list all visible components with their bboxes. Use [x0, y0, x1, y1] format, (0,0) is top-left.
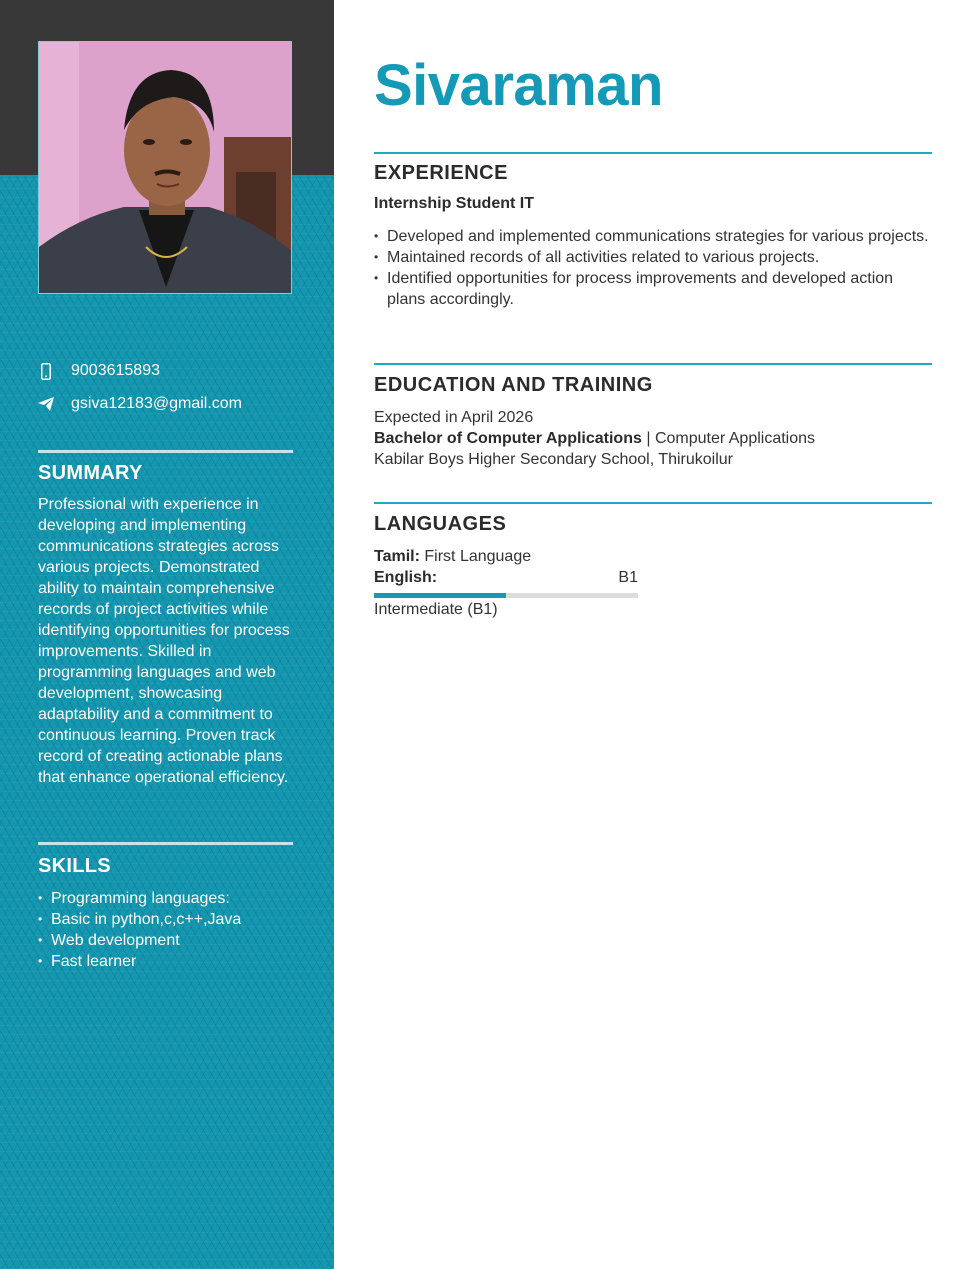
section-divider	[374, 363, 932, 365]
skill-item: • Basic in python,c,c++,Java	[38, 909, 308, 930]
education-date: Expected in April 2026	[374, 409, 534, 426]
candidate-name: Sivaraman	[374, 53, 663, 118]
language-proficiency-bar	[374, 593, 638, 598]
experience-heading: EXPERIENCE	[374, 162, 508, 184]
section-divider	[374, 152, 932, 154]
experience-bullet: • Maintained records of all activities related to various projects.	[374, 247, 932, 268]
language-english	[374, 567, 638, 588]
language-tamil	[374, 546, 531, 567]
language-value: First Language	[424, 548, 532, 565]
sidebar-divider	[38, 842, 293, 845]
language-label: Tamil:	[374, 548, 420, 565]
languages-heading: LANGUAGES	[374, 513, 507, 535]
summary-heading: SUMMARY	[38, 462, 143, 484]
profile-photo	[38, 41, 292, 294]
degree-field: Computer Applications	[654, 430, 816, 447]
paper-plane-icon	[38, 395, 54, 413]
mobile-phone-icon	[38, 362, 54, 380]
language-description: Intermediate (B1)	[374, 601, 498, 618]
skill-item: • Web development	[38, 930, 308, 951]
language-level: B1	[618, 569, 638, 586]
school-name: Kabilar Boys Higher Secondary School, Thirukoilur	[374, 451, 733, 468]
experience-bullet: • Developed and implemented communications strategies for various projects.	[374, 226, 932, 247]
skills-list	[38, 888, 308, 972]
phone-row	[38, 362, 160, 380]
section-divider	[374, 502, 932, 504]
language-label: English:	[374, 569, 438, 586]
phone-number[interactable]: 9003615893	[71, 362, 160, 379]
experience-list	[374, 226, 932, 310]
job-title: Internship Student IT	[374, 195, 534, 212]
skill-item: • Fast learner	[38, 951, 308, 972]
education-heading: EDUCATION AND TRAINING	[374, 374, 653, 396]
experience-bullet: • Identified opportunities for process improvements and developed action plans accordingly.	[374, 268, 932, 310]
sidebar-divider	[38, 450, 293, 453]
degree-name: Bachelor of Computer Applications	[374, 430, 642, 447]
language-proficiency-fill	[374, 593, 506, 598]
email-address[interactable]: gsiva12183@gmail.com	[71, 395, 242, 412]
summary-text: Professional with experience in developing and implementing communications strategies across various projects. Demonstrated ability to maintain comprehensive records of project activities while identifying opportunities for process improvements. Skilled in programming languages and web development, showcasing adaptability and a commitment to continuous learning. Proven track record of creating actionable plans that enhance operational efficiency.	[38, 496, 290, 786]
portrait-illustration	[39, 42, 292, 294]
sidebar	[0, 0, 334, 1269]
skills-heading: SKILLS	[38, 855, 111, 877]
skill-item: • Programming languages:	[38, 888, 308, 909]
degree-separator: |	[646, 430, 651, 447]
email-row	[38, 395, 242, 413]
education-degree-line	[374, 428, 815, 449]
